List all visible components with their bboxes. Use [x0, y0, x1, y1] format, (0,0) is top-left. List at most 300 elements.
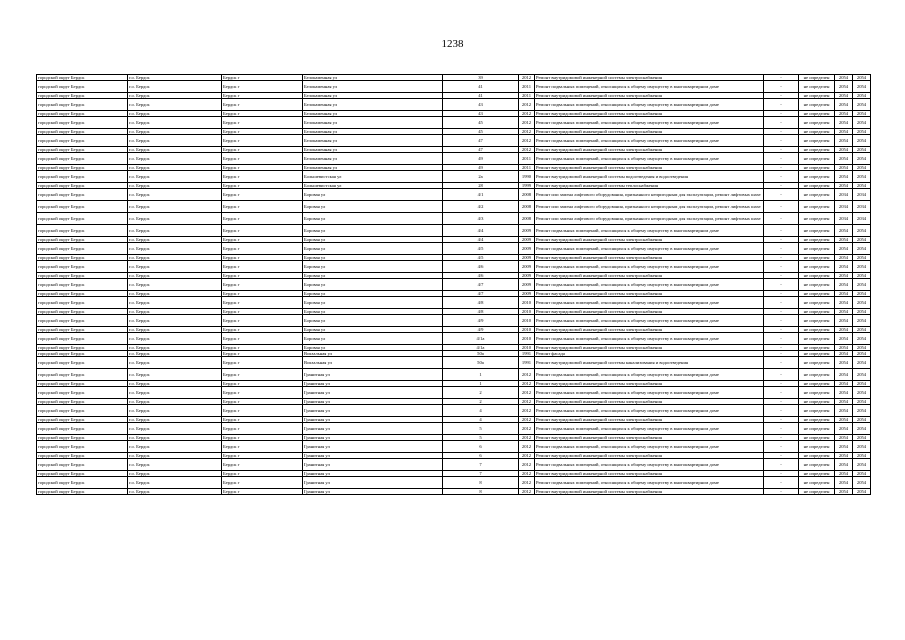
municipality-cell: городской округ Бердск — [37, 111, 128, 117]
cost-cell: - — [764, 273, 799, 279]
settlement-cell: г.о. Бердск — [128, 351, 222, 357]
street-cell: Боровая ул — [303, 291, 443, 297]
table-row — [37, 153, 871, 165]
settlement-cell: г.о. Бердск — [128, 93, 222, 99]
cost-cell: - — [764, 117, 799, 129]
plan-year-end-cell: 2054 — [853, 309, 871, 315]
work-type-cell: Ремонт подвальных помещений, относящихся к общему имуществу в многоквартирном доме — [535, 369, 764, 381]
house-number-cell: 4/3 — [443, 213, 519, 225]
plan-year-start-cell: 2054 — [835, 81, 853, 93]
work-type-cell: Ремонт подвальных помещений, относящихся к общему имуществу в многоквартирном доме — [535, 153, 764, 165]
table-row — [37, 171, 871, 183]
work-type-cell: Ремонт подвальных помещений, относящихся к общему имуществу в многоквартирном доме — [535, 279, 764, 291]
municipality-cell: городской округ Бердск — [37, 279, 128, 291]
settlement-cell: г.о. Бердск — [128, 423, 222, 435]
plan-year-start-cell: 2054 — [835, 225, 853, 237]
build-year-cell: 1999 — [519, 183, 535, 189]
plan-year-end-cell: 2054 — [853, 477, 871, 489]
locality-cell: Бердск г — [222, 165, 303, 171]
build-year-cell: 2009 — [519, 243, 535, 255]
plan-year-start-cell: 2054 — [835, 489, 853, 495]
cost-cell: - — [764, 489, 799, 495]
house-number-cell: 4 — [443, 405, 519, 417]
municipality-cell: городской округ Бердск — [37, 417, 128, 423]
cost-cell: - — [764, 345, 799, 351]
street-cell: Белокаменная ул — [303, 129, 443, 135]
street-cell: Белокаменная ул — [303, 93, 443, 99]
locality-cell: Бердск г — [222, 117, 303, 129]
plan-year-end-cell: 2054 — [853, 297, 871, 309]
house-number-cell: 47 — [443, 135, 519, 147]
house-number-cell: 7 — [443, 471, 519, 477]
cost-cell: - — [764, 255, 799, 261]
house-number-cell: 7 — [443, 459, 519, 471]
settlement-cell: г.о. Бердск — [128, 399, 222, 405]
plan-year-start-cell: 2054 — [835, 111, 853, 117]
build-year-cell: 2012 — [519, 135, 535, 147]
street-cell: Гранитная ул — [303, 369, 443, 381]
plan-year-end-cell: 2054 — [853, 453, 871, 459]
status-cell: не определен — [799, 405, 835, 417]
build-year-cell: 2010 — [519, 309, 535, 315]
house-number-cell: 43 — [443, 111, 519, 117]
plan-year-start-cell: 2054 — [835, 255, 853, 261]
locality-cell: Бердск г — [222, 309, 303, 315]
locality-cell: Бердск г — [222, 333, 303, 345]
status-cell: не определен — [799, 291, 835, 297]
table-body — [37, 75, 871, 495]
plan-year-end-cell: 2054 — [853, 237, 871, 243]
work-type-cell: Ремонт внутридомовой инженерной системы электроснабжения — [535, 273, 764, 279]
settlement-cell: г.о. Бердск — [128, 183, 222, 189]
table-row — [37, 261, 871, 273]
build-year-cell: 2011 — [519, 165, 535, 171]
plan-year-start-cell: 2054 — [835, 345, 853, 351]
house-number-cell: 8 — [443, 477, 519, 489]
status-cell: не определен — [799, 81, 835, 93]
work-type-cell: Ремонт подвальных помещений, относящихся к общему имуществу в многоквартирном доме — [535, 459, 764, 471]
cost-cell: - — [764, 201, 799, 213]
build-year-cell: 2009 — [519, 237, 535, 243]
street-cell: Боровая ул — [303, 237, 443, 243]
locality-cell: Бердск г — [222, 153, 303, 165]
settlement-cell: г.о. Бердск — [128, 309, 222, 315]
cost-cell: - — [764, 471, 799, 477]
cost-cell: - — [764, 459, 799, 471]
municipality-cell: городской округ Бердск — [37, 129, 128, 135]
plan-year-start-cell: 2034 — [835, 189, 853, 201]
street-cell: Боровая ул — [303, 201, 443, 213]
plan-year-end-cell: 2054 — [853, 111, 871, 117]
municipality-cell: городской округ Бердск — [37, 315, 128, 327]
build-year-cell: 2012 — [519, 147, 535, 153]
plan-year-end-cell: 2054 — [853, 183, 871, 189]
cost-cell: - — [764, 405, 799, 417]
locality-cell: Бердск г — [222, 477, 303, 489]
street-cell: Боровая ул — [303, 345, 443, 351]
house-number-cell: 4/4 — [443, 225, 519, 237]
settlement-cell: г.о. Бердск — [128, 81, 222, 93]
street-cell: Гранитная ул — [303, 381, 443, 387]
house-number-cell: 2 — [443, 387, 519, 399]
status-cell: не определен — [799, 93, 835, 99]
build-year-cell: 2012 — [519, 453, 535, 459]
street-cell: Белокаменная ул — [303, 81, 443, 93]
status-cell: не определен — [799, 213, 835, 225]
table-row — [37, 357, 871, 369]
work-type-cell: Ремонт внутридомовой инженерной системы электроснабжения — [535, 345, 764, 351]
plan-year-end-cell: 2054 — [853, 417, 871, 423]
plan-year-start-cell: 2034 — [835, 213, 853, 225]
build-year-cell: 2010 — [519, 333, 535, 345]
status-cell: не определен — [799, 255, 835, 261]
municipality-cell: городской округ Бердск — [37, 213, 128, 225]
cost-cell: - — [764, 387, 799, 399]
status-cell: не определен — [799, 237, 835, 243]
street-cell: Боровая ул — [303, 315, 443, 327]
table-row — [37, 369, 871, 381]
build-year-cell: 2009 — [519, 279, 535, 291]
plan-year-end-cell: 2054 — [853, 165, 871, 171]
status-cell: не определен — [799, 279, 835, 291]
house-number-cell: 41 — [443, 93, 519, 99]
locality-cell: Бердск г — [222, 399, 303, 405]
settlement-cell: г.о. Бердск — [128, 243, 222, 255]
status-cell: не определен — [799, 453, 835, 459]
plan-year-start-cell: 2054 — [835, 99, 853, 111]
plan-year-end-cell: 2054 — [853, 261, 871, 273]
municipality-cell: городской округ Бердск — [37, 435, 128, 441]
cost-cell: - — [764, 153, 799, 165]
plan-year-start-cell: 2054 — [835, 477, 853, 489]
plan-year-start-cell: 2054 — [835, 453, 853, 459]
street-cell: Боровая ул — [303, 225, 443, 237]
municipality-cell: городской округ Бердск — [37, 201, 128, 213]
cost-cell: - — [764, 351, 799, 357]
table-row — [37, 441, 871, 453]
settlement-cell: г.о. Бердск — [128, 453, 222, 459]
work-type-cell: Ремонт или замена лифтового оборудования, признанного непригодным для эксплуатации, ремонт лифтовых шахт — [535, 201, 764, 213]
cost-cell: - — [764, 183, 799, 189]
plan-year-end-cell: 2054 — [853, 99, 871, 111]
locality-cell: Бердск г — [222, 423, 303, 435]
status-cell: не определен — [799, 357, 835, 369]
cost-cell: - — [764, 399, 799, 405]
settlement-cell: г.о. Бердск — [128, 327, 222, 333]
page-number: 1238 — [441, 38, 464, 50]
status-cell: не определен — [799, 183, 835, 189]
status-cell: не определен — [799, 261, 835, 273]
table-row — [37, 315, 871, 327]
plan-year-start-cell: 2054 — [835, 441, 853, 453]
work-type-cell: Ремонт внутридомовой инженерной системы электроснабжения — [535, 93, 764, 99]
work-type-cell: Ремонт фасада — [535, 351, 764, 357]
work-type-cell: Ремонт внутридомовой инженерной системы электроснабжения — [535, 291, 764, 297]
register-table — [36, 74, 871, 495]
status-cell: не определен — [799, 471, 835, 477]
status-cell: не определен — [799, 273, 835, 279]
municipality-cell: городской округ Бердск — [37, 93, 128, 99]
settlement-cell: г.о. Бердск — [128, 387, 222, 399]
work-type-cell: Ремонт внутридомовой инженерной системы электроснабжения — [535, 237, 764, 243]
settlement-cell: г.о. Бердск — [128, 315, 222, 327]
build-year-cell: 1991 — [519, 357, 535, 369]
cost-cell: - — [764, 381, 799, 387]
status-cell: не определен — [799, 423, 835, 435]
settlement-cell: г.о. Бердск — [128, 297, 222, 309]
cost-cell: - — [764, 333, 799, 345]
settlement-cell: г.о. Бердск — [128, 279, 222, 291]
work-type-cell: Ремонт подвальных помещений, относящихся к общему имуществу в многоквартирном доме — [535, 387, 764, 399]
status-cell: не определен — [799, 351, 835, 357]
locality-cell: Бердск г — [222, 297, 303, 309]
settlement-cell: г.о. Бердск — [128, 477, 222, 489]
plan-year-end-cell: 2054 — [853, 351, 871, 357]
table-row — [37, 333, 871, 345]
build-year-cell: 2012 — [519, 489, 535, 495]
settlement-cell: г.о. Бердск — [128, 369, 222, 381]
work-type-cell: Ремонт внутридомовой инженерной системы теплоснабжения — [535, 183, 764, 189]
plan-year-start-cell: 2054 — [835, 93, 853, 99]
build-year-cell: 2011 — [519, 81, 535, 93]
settlement-cell: г.о. Бердск — [128, 111, 222, 117]
locality-cell: Бердск г — [222, 201, 303, 213]
settlement-cell: г.о. Бердск — [128, 291, 222, 297]
street-cell: Гранитная ул — [303, 441, 443, 453]
status-cell: не определен — [799, 315, 835, 327]
street-cell: Белокаменная ул — [303, 147, 443, 153]
plan-year-end-cell: 2054 — [853, 153, 871, 165]
locality-cell: Бердск г — [222, 99, 303, 111]
house-number-cell: 49 — [443, 165, 519, 171]
table-row — [37, 81, 871, 93]
build-year-cell: 2011 — [519, 153, 535, 165]
locality-cell: Бердск г — [222, 357, 303, 369]
street-cell: Гранитная ул — [303, 435, 443, 441]
plan-year-end-cell: 2054 — [853, 75, 871, 81]
municipality-cell: городской округ Бердск — [37, 441, 128, 453]
build-year-cell: 1991 — [519, 351, 535, 357]
locality-cell: Бердск г — [222, 441, 303, 453]
table-row — [37, 459, 871, 471]
plan-year-start-cell: 2054 — [835, 471, 853, 477]
street-cell: Вокзальная ул — [303, 357, 443, 369]
cost-cell: - — [764, 99, 799, 111]
build-year-cell: 2008 — [519, 189, 535, 201]
settlement-cell: г.о. Бердск — [128, 165, 222, 171]
status-cell: не определен — [799, 189, 835, 201]
municipality-cell: городской округ Бердск — [37, 453, 128, 459]
municipality-cell: городской округ Бердск — [37, 297, 128, 309]
status-cell: не определен — [799, 75, 835, 81]
locality-cell: Бердск г — [222, 417, 303, 423]
street-cell: Боровая ул — [303, 255, 443, 261]
status-cell: не определен — [799, 129, 835, 135]
municipality-cell: городской округ Бердск — [37, 99, 128, 111]
build-year-cell: 2009 — [519, 273, 535, 279]
settlement-cell: г.о. Бердск — [128, 135, 222, 147]
locality-cell: Бердск г — [222, 471, 303, 477]
plan-year-end-cell: 2034 — [853, 201, 871, 213]
municipality-cell: городской округ Бердск — [37, 405, 128, 417]
locality-cell: Бердск г — [222, 345, 303, 351]
status-cell: не определен — [799, 225, 835, 237]
build-year-cell: 2010 — [519, 297, 535, 309]
settlement-cell: г.о. Бердск — [128, 255, 222, 261]
settlement-cell: г.о. Бердск — [128, 333, 222, 345]
cost-cell: - — [764, 75, 799, 81]
work-type-cell: Ремонт внутридомовой инженерной системы электроснабжения — [535, 471, 764, 477]
table-row — [37, 99, 871, 111]
plan-year-end-cell: 2054 — [853, 471, 871, 477]
locality-cell: Бердск г — [222, 315, 303, 327]
municipality-cell: городской округ Бердск — [37, 147, 128, 153]
work-type-cell: Ремонт внутридомовой инженерной системы электроснабжения — [535, 165, 764, 171]
plan-year-end-cell: 2054 — [853, 387, 871, 399]
build-year-cell: 2012 — [519, 477, 535, 489]
street-cell: Вокзальная ул — [303, 351, 443, 357]
municipality-cell: городской округ Бердск — [37, 81, 128, 93]
build-year-cell: 2011 — [519, 93, 535, 99]
status-cell: не определен — [799, 417, 835, 423]
house-number-cell: 2 — [443, 399, 519, 405]
plan-year-start-cell: 2054 — [835, 153, 853, 165]
build-year-cell: 2009 — [519, 261, 535, 273]
status-cell: не определен — [799, 165, 835, 171]
house-number-cell: 4/6 — [443, 261, 519, 273]
street-cell: Боровая ул — [303, 243, 443, 255]
settlement-cell: г.о. Бердск — [128, 471, 222, 477]
settlement-cell: г.о. Бердск — [128, 213, 222, 225]
plan-year-start-cell: 2054 — [835, 291, 853, 297]
municipality-cell: городской округ Бердск — [37, 489, 128, 495]
locality-cell: Бердск г — [222, 327, 303, 333]
cost-cell: - — [764, 279, 799, 291]
table-row — [37, 489, 871, 495]
table-row — [37, 117, 871, 129]
cost-cell: - — [764, 477, 799, 489]
build-year-cell: 2009 — [519, 291, 535, 297]
plan-year-end-cell: 2054 — [853, 405, 871, 417]
work-type-cell: Ремонт внутридомовой инженерной системы электроснабжения — [535, 111, 764, 117]
locality-cell: Бердск г — [222, 435, 303, 441]
locality-cell: Бердск г — [222, 273, 303, 279]
plan-year-end-cell: 2054 — [853, 291, 871, 297]
build-year-cell: 2008 — [519, 213, 535, 225]
status-cell: не определен — [799, 489, 835, 495]
build-year-cell: 2012 — [519, 117, 535, 129]
cost-cell: - — [764, 213, 799, 225]
house-number-cell: 4/6 — [443, 273, 519, 279]
settlement-cell: г.о. Бердск — [128, 75, 222, 81]
cost-cell: - — [764, 315, 799, 327]
work-type-cell: Ремонт подвальных помещений, относящихся к общему имуществу в многоквартирном доме — [535, 333, 764, 345]
status-cell: не определен — [799, 399, 835, 405]
work-type-cell: Ремонт внутридомовой инженерной системы электроснабжения — [535, 417, 764, 423]
municipality-cell: городской округ Бердск — [37, 255, 128, 261]
settlement-cell: г.о. Бердск — [128, 117, 222, 129]
street-cell: Гранитная ул — [303, 405, 443, 417]
plan-year-start-cell: 2054 — [835, 75, 853, 81]
plan-year-start-cell: 2054 — [835, 369, 853, 381]
work-type-cell: Ремонт подвальных помещений, относящихся к общему имуществу в многоквартирном доме — [535, 477, 764, 489]
plan-year-end-cell: 2054 — [853, 399, 871, 405]
status-cell: не определен — [799, 345, 835, 351]
plan-year-start-cell: 2054 — [835, 333, 853, 345]
locality-cell: Бердск г — [222, 171, 303, 183]
cost-cell: - — [764, 93, 799, 99]
house-number-cell: 43 — [443, 99, 519, 111]
house-number-cell: 47 — [443, 147, 519, 153]
street-cell: Боровая ул — [303, 333, 443, 345]
house-number-cell: 8 — [443, 489, 519, 495]
build-year-cell: 2012 — [519, 381, 535, 387]
plan-year-end-cell: 2054 — [853, 135, 871, 147]
plan-year-end-cell: 2054 — [853, 273, 871, 279]
settlement-cell: г.о. Бердск — [128, 147, 222, 153]
municipality-cell: городской округ Бердск — [37, 165, 128, 171]
street-cell: Белокаменная ул — [303, 99, 443, 111]
plan-year-start-cell: 2054 — [835, 327, 853, 333]
build-year-cell: 2012 — [519, 435, 535, 441]
work-type-cell: Ремонт внутридомовой инженерной системы канализования и водоотведения — [535, 357, 764, 369]
locality-cell: Бердск г — [222, 381, 303, 387]
house-number-cell: 4/9 — [443, 315, 519, 327]
status-cell: не определен — [799, 441, 835, 453]
street-cell: Белокаменная ул — [303, 165, 443, 171]
street-cell: Гранитная ул — [303, 471, 443, 477]
house-number-cell: 4/5 — [443, 243, 519, 255]
locality-cell: Бердск г — [222, 81, 303, 93]
settlement-cell: г.о. Бердск — [128, 435, 222, 441]
street-cell: Белокаменная ул — [303, 153, 443, 165]
house-number-cell: 28 — [443, 183, 519, 189]
plan-year-start-cell: 2054 — [835, 117, 853, 129]
locality-cell: Бердск г — [222, 111, 303, 117]
plan-year-start-cell: 2054 — [835, 387, 853, 399]
plan-year-start-cell: 2054 — [835, 351, 853, 357]
street-cell: Белокаменная ул — [303, 111, 443, 117]
build-year-cell: 2010 — [519, 327, 535, 333]
locality-cell: Бердск г — [222, 225, 303, 237]
build-year-cell: 2012 — [519, 423, 535, 435]
plan-year-end-cell: 2054 — [853, 327, 871, 333]
municipality-cell: городской округ Бердск — [37, 387, 128, 399]
plan-year-end-cell: 2054 — [853, 171, 871, 183]
street-cell: Боровая ул — [303, 261, 443, 273]
cost-cell: - — [764, 327, 799, 333]
plan-year-start-cell: 2054 — [835, 297, 853, 309]
locality-cell: Бердск г — [222, 387, 303, 399]
build-year-cell: 2008 — [519, 201, 535, 213]
municipality-cell: городской округ Бердск — [37, 225, 128, 237]
build-year-cell: 2012 — [519, 441, 535, 453]
plan-year-end-cell: 2034 — [853, 213, 871, 225]
work-type-cell: Ремонт внутридомовой инженерной системы электроснабжения — [535, 381, 764, 387]
plan-year-end-cell: 2054 — [853, 345, 871, 351]
table-row — [37, 225, 871, 237]
street-cell: Боровая ул — [303, 297, 443, 309]
status-cell: не определен — [799, 309, 835, 315]
cost-cell: - — [764, 357, 799, 369]
plan-year-start-cell: 2054 — [835, 309, 853, 315]
house-number-cell: 50а — [443, 351, 519, 357]
status-cell: не определен — [799, 147, 835, 153]
work-type-cell: Ремонт внутридомовой инженерной системы электроснабжения — [535, 453, 764, 459]
work-type-cell: Ремонт подвальных помещений, относящихся к общему имуществу в многоквартирном доме — [535, 315, 764, 327]
status-cell: не определен — [799, 435, 835, 441]
house-number-cell: 4 — [443, 417, 519, 423]
